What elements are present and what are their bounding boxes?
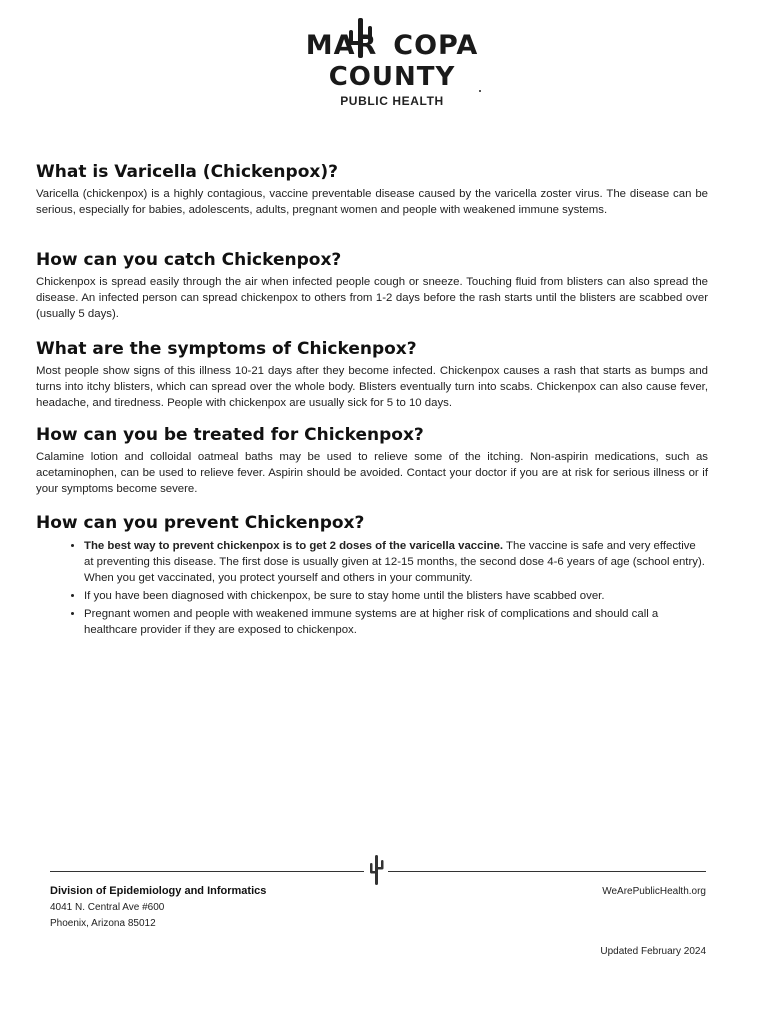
footer-division: Division of Epidemiology and Informatics — [50, 885, 267, 897]
section-prevention — [36, 512, 708, 640]
section-heading: How can you be treated for Chickenpox? — [36, 425, 424, 445]
footer-divider-left — [50, 871, 364, 872]
logo-wordmark-top — [0, 30, 784, 61]
list-item — [84, 588, 708, 604]
logo-text-left: MAR — [305, 30, 378, 61]
section-how-catch — [36, 249, 708, 322]
section-symptoms — [36, 338, 708, 411]
section-body: Varicella (chickenpox) is a highly contagious, vaccine preventable disease caused by the varicella zoster virus. The disease can be serious, especially for babies, adolescents, adults, pregnant women and people with weakened immune systems. — [36, 188, 708, 216]
speck — [479, 90, 481, 92]
logo-subtitle: PUBLIC HEALTH — [340, 94, 444, 108]
footer-address-street: 4041 N. Central Ave #600 — [50, 902, 165, 913]
section-heading: How can you prevent Chickenpox? — [36, 513, 365, 533]
list-item-text: The vaccine is safe and very effective at preventing this disease. The first dose is usually given at 12-15 months, the second dose 4-6 years of age (school entry). When you get vaccinated, you protect yourself and others in your community. — [84, 540, 705, 584]
section-body: Chickenpox is spread easily through the air when infected people cough or sneeze. Touching fluid from blisters can also spread the disease. An infected person can spread chickenpox to others from 1-2 days before the rash starts until the blisters are scabbed over (usually 5 days). — [36, 276, 708, 320]
list-item — [84, 538, 708, 586]
footer-divider-right — [388, 871, 706, 872]
section-what-is — [36, 161, 708, 218]
logo-text-right: COPA — [393, 30, 479, 61]
list-item-text: If you have been diagnosed with chickenpox, be sure to stay home until the blisters have scabbed over. — [84, 590, 605, 602]
section-body: Most people show signs of this illness 10-21 days after they become infected. Chickenpox causes a rash that starts as bumps and turns into itchy blisters, which can spread over the whole body. Blisters eventually turn into scabs. Chickenpox can also cause fever, headache, and tiredness. People with chickenpox are usually sick for 5 to 10 days. — [36, 365, 708, 409]
footer-website[interactable]: WeArePublicHealth.org — [602, 886, 706, 897]
section-heading: What are the symptoms of Chickenpox? — [36, 339, 417, 359]
section-treatment — [36, 424, 708, 497]
list-item-bold: The best way to prevent chickenpox is to get 2 doses of the varicella vaccine. — [84, 540, 504, 552]
logo-wordmark-county: COUNTY — [328, 62, 456, 92]
list-item-text: Pregnant women and people with weakened immune systems are at higher risk of complications and should call a healthcare provider if they are exposed to chickenpox. — [84, 608, 659, 636]
section-heading: How can you catch Chickenpox? — [36, 250, 342, 270]
section-heading: What is Varicella (Chickenpox)? — [36, 162, 338, 182]
cactus-icon — [367, 854, 387, 886]
section-body: Calamine lotion and colloidal oatmeal baths may be used to relieve some of the itching. Non-aspirin medications, such as acetaminophen, can be used to relieve fever. Aspirin should be avoided. Contact your doctor if you are at risk for serious illness or if your symptoms become severe. — [36, 451, 708, 495]
footer-updated: Updated February 2024 — [600, 946, 706, 957]
footer-address-city: Phoenix, Arizona 85012 — [50, 918, 156, 929]
list-item — [84, 606, 708, 638]
prevention-list — [36, 538, 708, 638]
